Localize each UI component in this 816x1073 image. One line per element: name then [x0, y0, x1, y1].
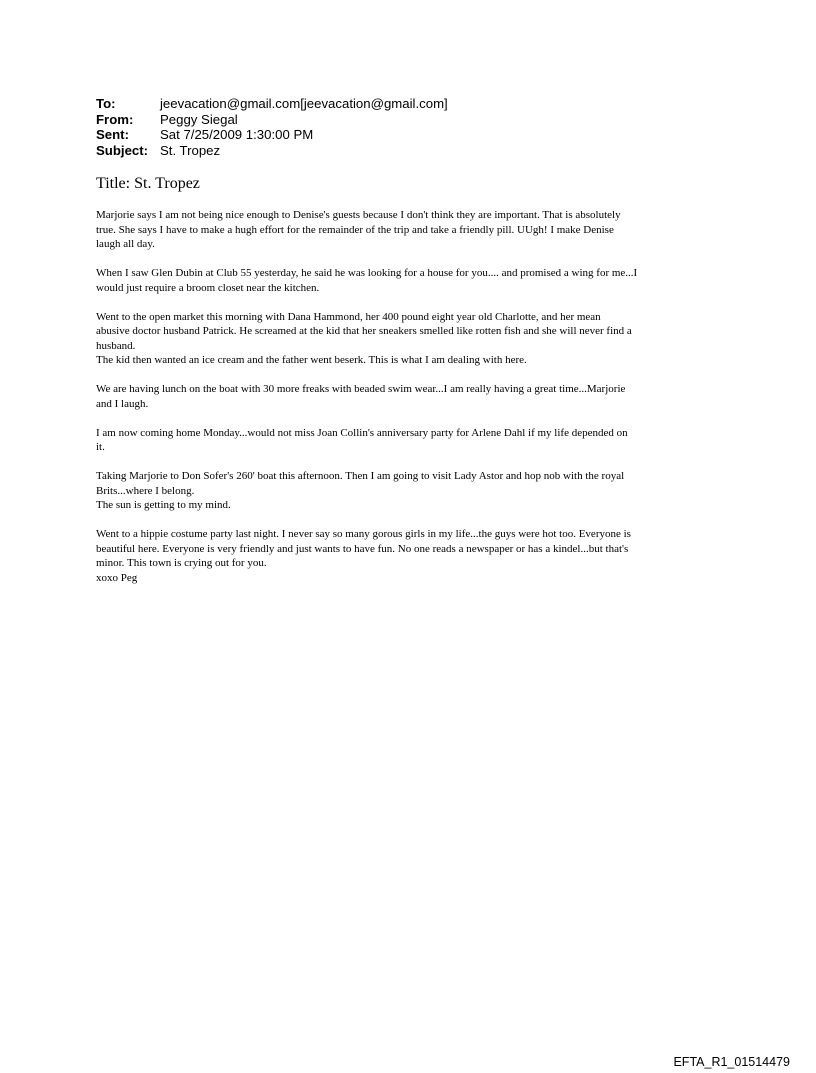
- paragraph-line: We are having lunch on the boat with 30 more freaks with beaded swim wear...I am really having a great time...Marjorie: [96, 383, 626, 395]
- paragraph-line: When I saw Glen Dubin at Club 55 yesterday, he said he was looking for a house for you.... and promised a wing for me...I: [96, 267, 638, 279]
- subject-label: Subject:: [96, 142, 149, 158]
- paragraph-line: The sun is getting to my mind.: [96, 499, 231, 511]
- paragraph-line: and I laugh.: [96, 397, 149, 410]
- paragraph-line: Went to a hippie costume party last night. I never say so many gorous girls in my life...the guys were hot too. Everyone is: [96, 528, 631, 540]
- signature-line: xoxo Peg: [96, 571, 138, 584]
- subject-row: [96, 143, 448, 159]
- paragraph-line: I am now coming home Monday...would not miss Joan Collin's anniversary party for Arlene Dahl if my life depended on: [96, 426, 628, 439]
- sent-value: Sat 7/25/2009 1:30:00 PM: [160, 127, 314, 143]
- paragraph-line: true. She says I have to make a hugh effort for the remainder of the trip and take a friendly pill. UUgh! I make Denise: [96, 223, 614, 236]
- subject-value: St. Tropez: [160, 142, 221, 158]
- document-id: EFTA_R1_01514479: [673, 1055, 790, 1069]
- paragraph-line: Marjorie says I am not being nice enough to Denise's guests because I don't think they are important. That is absolutely: [96, 209, 621, 221]
- paragraph-line: The kid then wanted an ice cream and the father went beserk. This is what I am dealing with here.: [96, 354, 527, 366]
- from-value: Peggy Siegal: [160, 111, 238, 127]
- paragraph-line: minor. This town is crying out for you.: [96, 557, 267, 569]
- paragraph-line: husband.: [96, 339, 136, 352]
- paragraph: [96, 426, 724, 455]
- paragraph-line: Went to the open market this morning with Dana Hammond, her 400 pound eight year old Charlotte, and her mean: [96, 310, 601, 323]
- paragraph-line: beautiful here. Everyone is very friendly and just wants to have fun. No one reads a newspaper or has a kindel...but that's: [96, 542, 629, 555]
- paragraph: [96, 469, 724, 513]
- paragraph-line: would just require a broom closet near the kitchen.: [96, 281, 320, 294]
- paragraph-line: laugh all day.: [96, 238, 155, 250]
- paragraph-line: Taking Marjorie to Don Sofer's 260' boat this afternoon. Then I am going to visit Lady Astor and hop nob with the royal: [96, 470, 625, 482]
- paragraph-line: it.: [96, 441, 105, 453]
- paragraph: [96, 527, 724, 585]
- to-row: [96, 96, 448, 112]
- message-body: [96, 208, 724, 600]
- paragraph-line: abusive doctor husband Patrick. He screamed at the kid that her sneakers smelled like rotten fish and she will never find a: [96, 325, 632, 337]
- paragraph: [96, 382, 724, 411]
- to-label: To:: [96, 96, 116, 111]
- sent-label: Sent:: [96, 127, 129, 143]
- paragraph: [96, 310, 724, 368]
- from-row: [96, 112, 448, 128]
- paragraph: [96, 208, 724, 252]
- message-title: Title: St. Tropez: [96, 175, 200, 192]
- from-label: From:: [96, 111, 134, 127]
- paragraph-line: Brits...where I belong.: [96, 484, 195, 497]
- sent-row: [96, 127, 448, 143]
- paragraph: [96, 266, 724, 295]
- to-value: jeevacation@gmail.com[jeevacation@gmail.com]: [160, 96, 448, 111]
- email-header: [96, 96, 448, 158]
